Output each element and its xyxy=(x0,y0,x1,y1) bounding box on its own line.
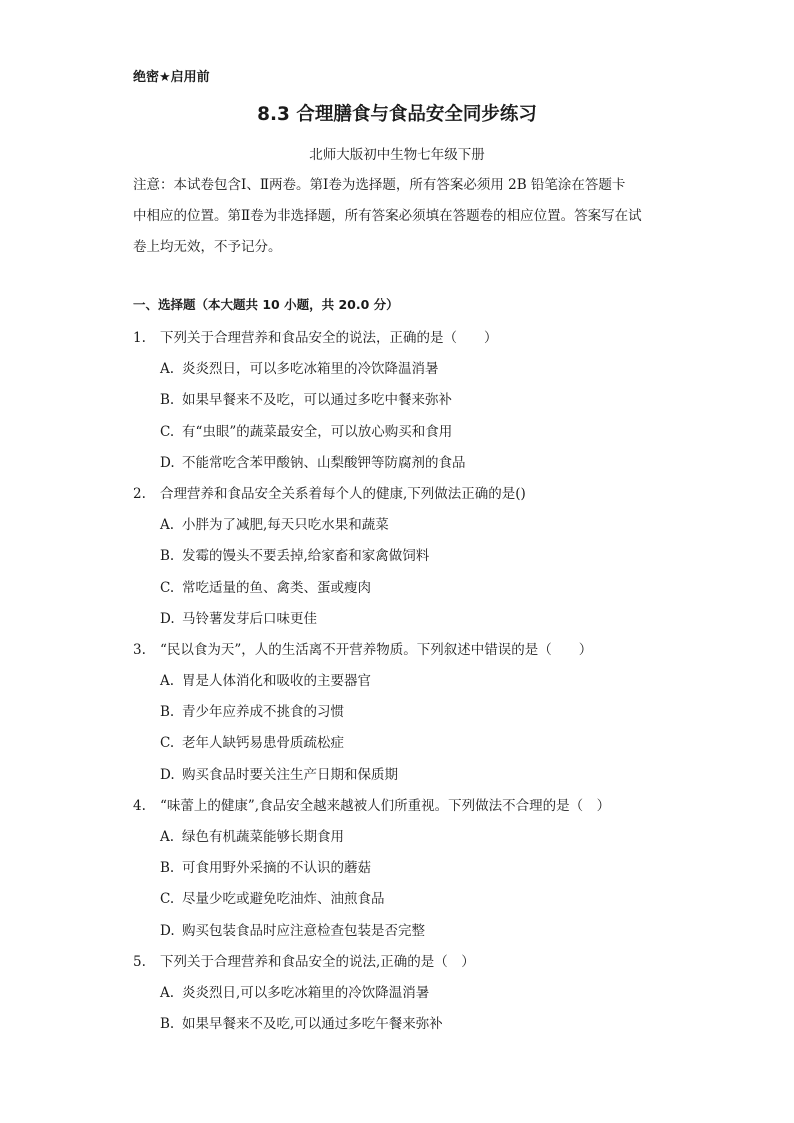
option-text: 常吃适量的鱼、禽类、蛋或瘦肉 xyxy=(182,579,371,596)
option xyxy=(0,1009,794,1040)
option xyxy=(0,448,794,479)
option xyxy=(0,541,794,572)
question xyxy=(0,323,794,354)
notice-line: 卷上均无效，不予记分。 xyxy=(133,239,282,255)
question-number: 4. xyxy=(133,797,146,814)
option-text: 尽量少吃或避免吃油炸、油煎食品 xyxy=(182,891,385,908)
question xyxy=(0,947,794,978)
option-letter: B. xyxy=(160,704,175,721)
option xyxy=(0,978,794,1009)
option-text: 有“虫眼”的蔬菜最安全，可以放心购买和食用 xyxy=(182,423,453,440)
question-number: 5. xyxy=(133,953,146,970)
option xyxy=(0,354,794,385)
question-text: 合理营养和食品安全关系着每个人的健康,下列做法正确的是() xyxy=(160,485,526,502)
option-letter: D. xyxy=(160,454,175,471)
option-letter: C. xyxy=(160,735,175,752)
option-letter: D. xyxy=(160,766,175,783)
option xyxy=(0,417,794,448)
question-number: 2. xyxy=(133,485,146,502)
option-text: 绿色有机蔬菜能够长期食用 xyxy=(182,829,344,845)
option xyxy=(0,853,794,884)
page-title: 8.3 合理膳食与食品安全同步练习 xyxy=(257,104,537,125)
option-text: 马铃薯发芽后口味更佳 xyxy=(182,610,317,627)
option-text: 如果早餐来不及吃，可以通过多吃中餐来弥补 xyxy=(182,392,452,409)
option-text: 购买包装食品时应注意检查包装是否完整 xyxy=(182,922,425,939)
option xyxy=(0,916,794,947)
option xyxy=(0,697,794,728)
question xyxy=(0,479,794,510)
option-letter: A. xyxy=(160,517,175,534)
question-list xyxy=(0,323,794,1040)
option xyxy=(0,573,794,604)
option-text: 青少年应养成不挑食的习惯 xyxy=(182,704,344,721)
option-letter: B. xyxy=(160,392,175,409)
option-letter: B. xyxy=(160,548,175,565)
option-text: 炎炎烈日，可以多吃冰箱里的冷饮降温消暑 xyxy=(182,361,439,378)
option-text: 老年人缺钙易患骨质疏松症 xyxy=(182,735,344,752)
option xyxy=(0,510,794,541)
option xyxy=(0,666,794,697)
option-text: 不能常吃含苯甲酸钠、山梨酸钾等防腐剂的食品 xyxy=(182,454,466,471)
option-letter: A. xyxy=(160,673,175,690)
option xyxy=(0,385,794,416)
option-text: 如果早餐来不及吃,可以通过多吃午餐来弥补 xyxy=(182,1016,443,1033)
question-text: “味蕾上的健康”,食品安全越来越被人们所重视。下列做法不合理的是（ ） xyxy=(160,797,611,814)
question-text: “民以食为天”，人的生活离不开营养物质。下列叙述中错误的是（ ） xyxy=(160,641,593,658)
option-letter: B. xyxy=(160,860,175,877)
exam-notice xyxy=(133,170,643,263)
option xyxy=(0,822,794,853)
option-text: 炎炎烈日,可以多吃冰箱里的冷饮降温消暑 xyxy=(182,984,430,1001)
option xyxy=(0,728,794,759)
option-letter: A. xyxy=(160,829,175,845)
option-text: 发霉的馒头不要丢掉,给家畜和家禽做饲料 xyxy=(182,548,430,565)
confidential-label: 绝密★启用前 xyxy=(133,70,210,85)
option-letter: B. xyxy=(160,1016,175,1033)
option-letter: A. xyxy=(160,361,175,378)
question-number: 3. xyxy=(133,641,146,658)
option xyxy=(0,760,794,791)
option-letter: D. xyxy=(160,922,175,939)
option-letter: D. xyxy=(160,610,175,627)
question-text: 下列关于合理营养和食品安全的说法,正确的是（ ） xyxy=(160,953,475,970)
option-letter: C. xyxy=(160,891,175,908)
page-subtitle: 北师大版初中生物七年级下册 xyxy=(309,147,485,163)
question xyxy=(0,791,794,822)
option xyxy=(0,604,794,635)
option xyxy=(0,884,794,915)
notice-line: 中相应的位置。第Ⅱ卷为非选择题，所有答案必须填在答题卷的相应位置。答案写在试 xyxy=(133,208,642,224)
question-number: 1. xyxy=(133,330,146,346)
question xyxy=(0,635,794,666)
question-text: 下列关于合理营养和食品安全的说法，正确的是（ ） xyxy=(160,330,498,346)
notice-line: 注意：本试卷包含Ⅰ、Ⅱ两卷。第Ⅰ卷为选择题，所有答案必须用 2B 铅笔涂在答题卡 xyxy=(133,177,626,193)
option-text: 可食用野外采摘的不认识的蘑菇 xyxy=(182,860,371,877)
option-text: 小胖为了减肥,每天只吃水果和蔬菜 xyxy=(182,517,389,534)
option-letter: C. xyxy=(160,423,175,440)
option-letter: A. xyxy=(160,984,175,1001)
option-text: 胃是人体消化和吸收的主要器官 xyxy=(182,673,371,690)
option-text: 购买食品时要关注生产日期和保质期 xyxy=(182,766,398,783)
section-heading: 一、选择题（本大题共 10 小题，共 20.0 分） xyxy=(133,297,399,312)
option-letter: C. xyxy=(160,579,175,596)
